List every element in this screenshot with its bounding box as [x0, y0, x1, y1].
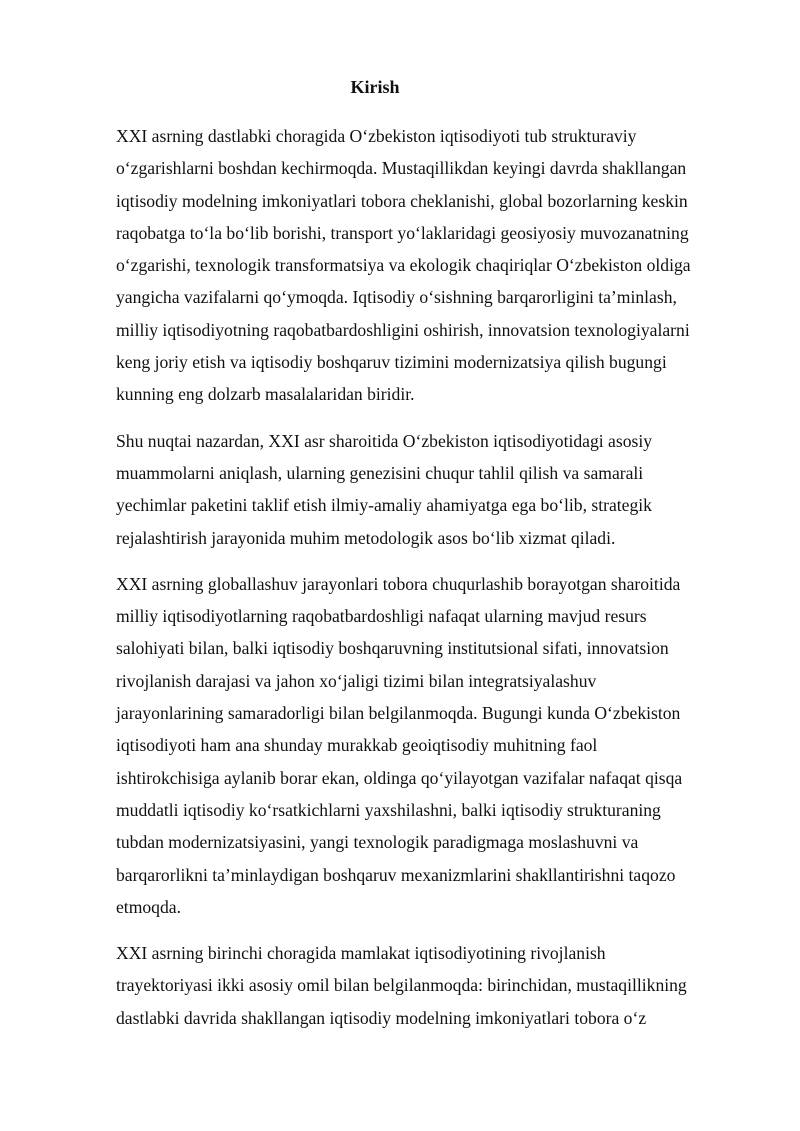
- text-line: iqtisodiyoti ham ana shunday murakkab geoiqtisodiy muhitning faol: [116, 735, 598, 756]
- document-title: Kirish: [350, 77, 400, 97]
- text-line: iqtisodiy modelning imkoniyatlari tobora cheklanishi, global bozorlarning keskin: [116, 190, 688, 211]
- text-line: kunning eng dolzarb masalalaridan biridir.: [116, 384, 415, 405]
- text-line: Shu nuqtai nazardan, XXI asr sharoitida O‘zbekiston iqtisodiyotidagi asosiy: [116, 430, 653, 451]
- paragraph-3: [116, 568, 734, 923]
- paragraph-1: [116, 120, 734, 411]
- text-line: tubdan modernizatsiyasini, yangi texnologik paradigmaga moslashuvni va: [116, 832, 639, 853]
- text-line: XXI asrning birinchi choragida mamlakat iqtisodiyotining rivojlanish: [116, 943, 606, 964]
- text-line: salohiyati bilan, balki iqtisodiy boshqaruvning institutsional sifati, innovatsion: [116, 638, 669, 659]
- text-line: XXI asrning dastlabki choragida O‘zbekiston iqtisodiyoti tub strukturaviy: [116, 126, 637, 146]
- text-line: yangicha vazifalarni qo‘ymoqda. Iqtisodiy o‘sishning barqarorligini ta’minlash,: [116, 287, 677, 308]
- text-line: o‘zgarishi, texnologik transformatsiya va ekologik chaqiriqlar O‘zbekiston oldiga: [116, 255, 691, 276]
- text-line: yechimlar paketini taklif etish ilmiy-amaliy ahamiyatga ega bo‘lib, strategik: [116, 495, 652, 516]
- text-line: rivojlanish darajasi va jahon xo‘jaligi tizimi bilan integratsiyalashuv: [116, 670, 597, 691]
- paragraph-4: [116, 937, 734, 1034]
- text-line: dastlabki davrida shakllangan iqtisodiy modelning imkoniyatlari tobora o‘z: [116, 1007, 647, 1028]
- paragraph-2: [116, 425, 734, 554]
- text-line: milliy iqtisodiyotlarning raqobatbardoshligi nafaqat ularning mavjud resurs: [116, 606, 647, 627]
- text-line: muddatli iqtisodiy ko‘rsatkichlarni yaxshilashni, balki iqtisodiy strukturaning: [116, 799, 661, 820]
- text-line: XXI asrning globallashuv jarayonlari tobora chuqurlashib borayotgan sharoitida: [116, 573, 681, 594]
- text-line: keng joriy etish va iqtisodiy boshqaruv tizimini modernizatsiya qilish bugungi: [116, 352, 667, 373]
- text-line: barqarorlikni ta’minlaydigan boshqaruv mexanizmlarini shakllantirishni taqozo: [116, 864, 676, 885]
- text-line: jarayonlarining samaradorligi bilan belgilanmoqda. Bugungi kunda O‘zbekiston: [116, 703, 681, 724]
- text-line: raqobatga to‘la bo‘lib borishi, transport yo‘laklaridagi geosiyosiy muvozanatning: [116, 222, 689, 243]
- text-line: o‘zgarishlarni boshdan kechirmoqda. Mustaqillikdan keyingi davrda shakllangan: [116, 158, 687, 179]
- document-body: [116, 120, 734, 1048]
- text-line: rejalashtirish jarayonida muhim metodologik asos bo‘lib xizmat qiladi.: [116, 527, 616, 548]
- text-line: muammolarni aniqlash, ularning genezisini chuqur tahlil qilish va samarali: [116, 462, 644, 483]
- text-line: etmoqda.: [116, 896, 181, 917]
- text-line: ishtirokchisiga aylanib borar ekan, oldinga qo‘yilayotgan vazifalar nafaqat qisqa: [116, 767, 683, 788]
- text-line: milliy iqtisodiyotning raqobatbardoshligini oshirish, innovatsion texnologiyalarni: [116, 319, 690, 340]
- text-line: trayektoriyasi ikki asosiy omil bilan belgilanmoqda: birinchidan, mustaqillikning: [116, 975, 687, 996]
